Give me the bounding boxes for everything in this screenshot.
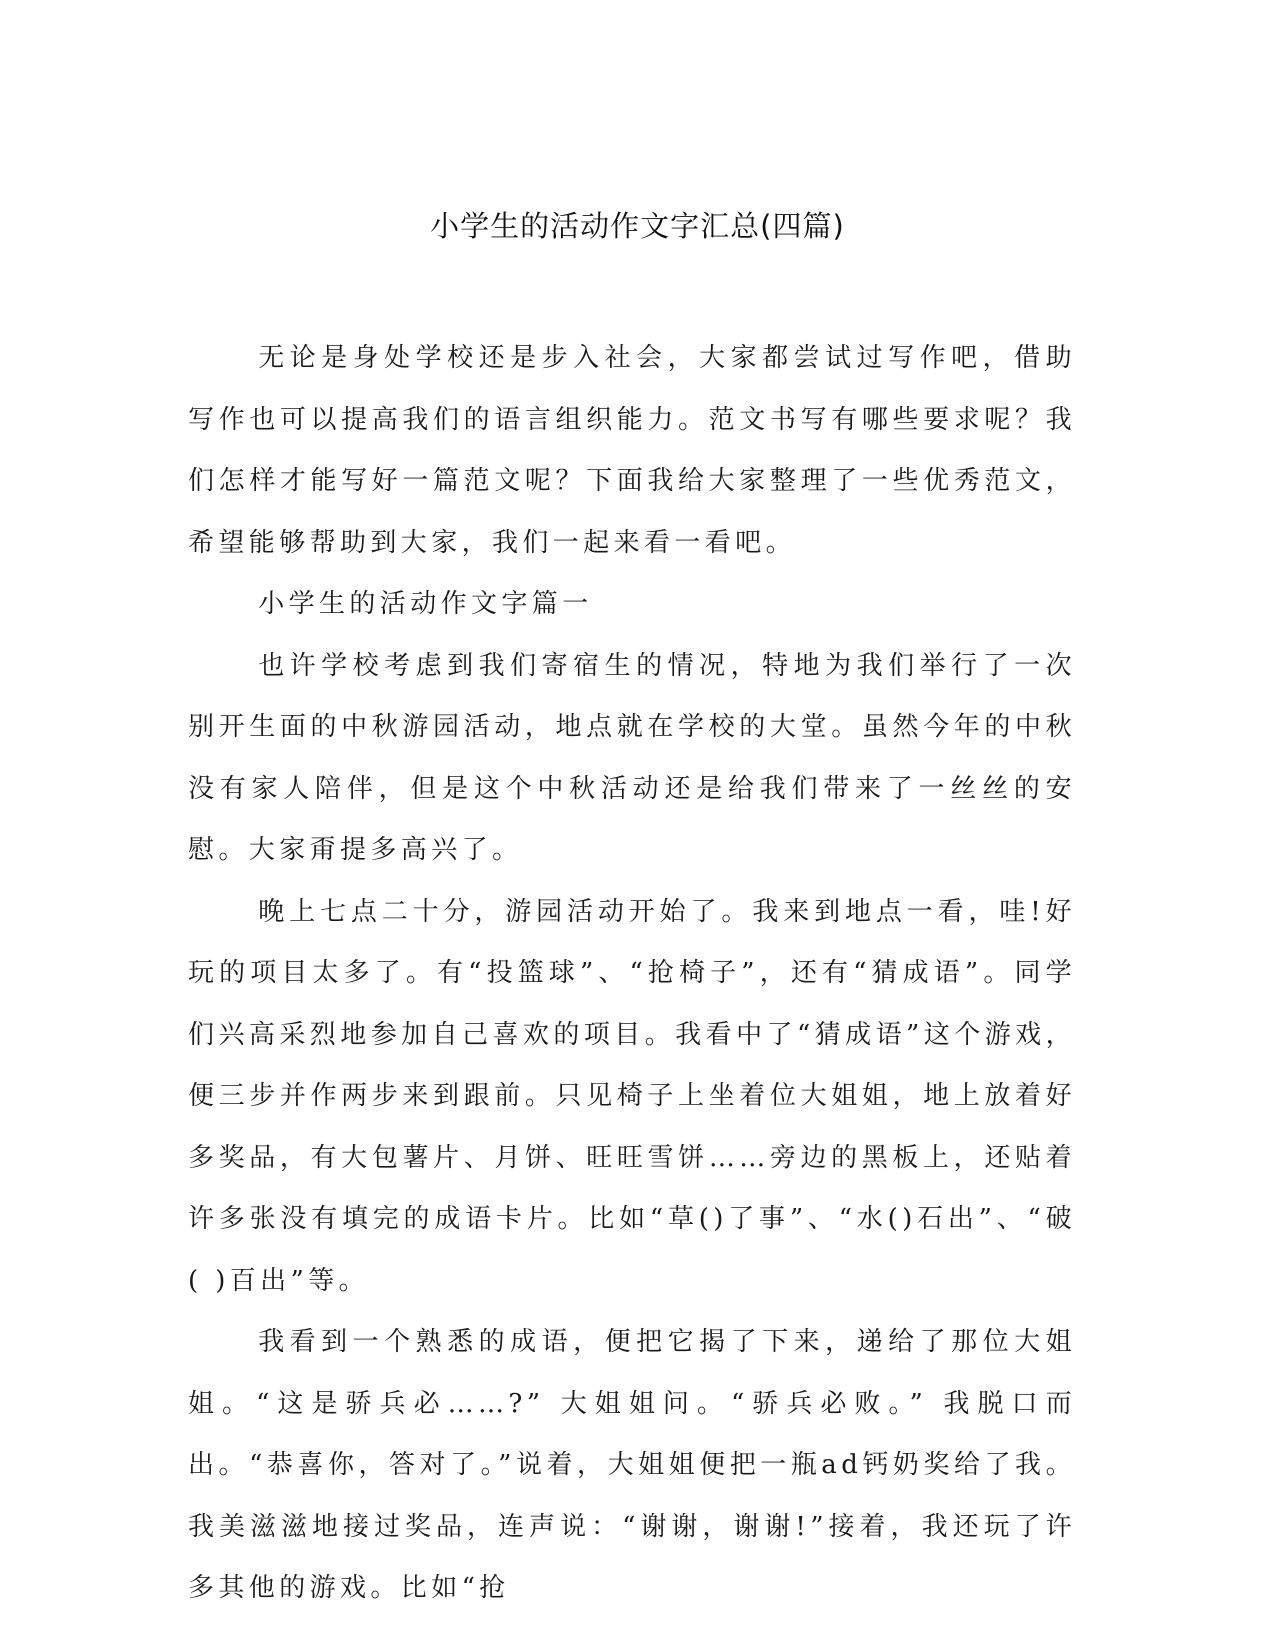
document-body [188,328,1076,1620]
section-heading-1: 小学生的活动作文字篇一 [258,589,593,619]
document-title: 小学生的活动作文字汇总(四篇) [430,209,845,243]
body-paragraph: 我看到一个熟悉的成语，便把它揭了下来，递给了那位大姐姐。“这是骄兵必……?” 大姐姐问。“骄兵必败。” 我脱口而出。“恭喜你，答对了。”说着，大姐姐便把一瓶ad钙奶奖给了我。我美滋滋地接过奖品，连声说：“谢谢，谢谢!”接着，我还玩了许多其他的游戏。比如“抢 [188,1327,1076,1603]
intro-paragraph: 无论是身处学校还是步入社会，大家都尝试过写作吧，借助写作也可以提高我们的语言组织能力。范文书写有哪些要求呢？我们怎样才能写好一篇范文呢？下面我给大家整理了一些优秀范文，希望能够帮助到大家，我们一起来看一看吧。 [188,343,1076,558]
body-paragraph: 也许学校考虑到我们寄宿生的情况，特地为我们举行了一次别开生面的中秋游园活动，地点就在学校的大堂。虽然今年的中秋没有家人陪伴，但是这个中秋活动还是给我们带来了一丝丝的安慰。大家甭提多高兴了。 [188,650,1076,865]
body-paragraph: 晚上七点二十分，游园活动开始了。我来到地点一看，哇!好玩的项目太多了。有“投篮球”、“抢椅子”，还有“猜成语”。同学们兴高采烈地参加自己喜欢的项目。我看中了“猜成语”这个游戏，便三步并作两步来到跟前。只见椅子上坐着位大姐姐，地上放着好多奖品，有大包薯片、月饼、旺旺雪饼……旁边的黑板上，还贴着许多张没有填完的成语卡片。比如“草()了事”、“水()石出”、“破( )百出”等。 [188,896,1076,1296]
